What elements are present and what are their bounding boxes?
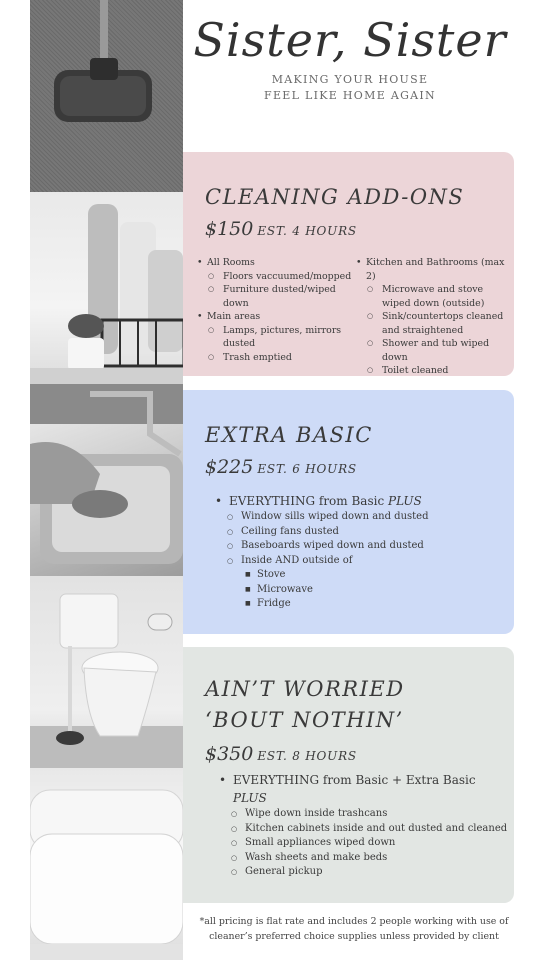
package-price: $225 [205, 456, 254, 478]
list-item: ○ Baseboards wiped down and dusted [215, 539, 505, 554]
list-item: ○ Ceiling fans dusted [215, 525, 505, 540]
list-subitem: ■ Fridge [215, 597, 505, 612]
list-subitem: ■ Microwave [215, 583, 505, 598]
list-item: ○ Toilet cleaned [356, 364, 510, 378]
photo-strip [30, 0, 183, 960]
lead-emphasis: PLUS [388, 494, 422, 508]
footnote-line1: *all pricing is flat rate and includes 2 people working with use of [199, 916, 509, 927]
package-price-row [205, 456, 357, 478]
toilet-photo [30, 576, 183, 768]
pillows-photo [30, 768, 183, 960]
list-item: ○ General pickup [219, 865, 509, 880]
cleaning-supplies-photo [30, 192, 183, 384]
list-item-lead [215, 492, 505, 510]
package-card-extra-basic [183, 390, 514, 634]
package-card-aint-worried [183, 647, 514, 903]
list-item: ○ Inside AND outside of [215, 554, 505, 569]
package-title: EXTRA BASIC [205, 423, 373, 447]
package-list-left [197, 256, 353, 364]
vacuum-photo [30, 0, 183, 192]
package-estimate: EST. 8 HOURS [257, 749, 357, 763]
list-item: ○ Shower and tub wiped down [356, 337, 510, 364]
package-price: $150 [205, 218, 254, 240]
list-item: ○ Wash sheets and make beds [219, 851, 509, 866]
list-item: ○ Lamps, pictures, mirrors dusted [197, 324, 353, 351]
list-item: ○ Kitchen cabinets inside and out dusted and cleaned [219, 822, 509, 837]
list-item-lead [219, 771, 509, 807]
list-item: • Kitchen and Bathrooms (max 2) [356, 256, 510, 283]
list-item: ○ Sink/countertops cleaned and straightened [356, 310, 510, 337]
list-item: • Main areas [197, 310, 353, 324]
package-estimate: EST. 6 HOURS [257, 462, 357, 476]
list-item: ○ Furniture dusted/wiped down [197, 283, 353, 310]
list-item: ○ Microwave and stove wiped down (outside) [356, 283, 510, 310]
package-list [219, 771, 509, 880]
lead-emphasis: PLUS [233, 791, 267, 805]
package-estimate: EST. 4 HOURS [257, 224, 357, 238]
list-item: ○ Wipe down inside trashcans [219, 807, 509, 822]
brand-title: Sister, Sister [193, 13, 507, 67]
package-card-cleaning-add-ons [183, 152, 514, 376]
list-item: ○ Small appliances wiped down [219, 836, 509, 851]
package-list-right [356, 256, 510, 378]
sink-photo [30, 384, 183, 576]
package-price: $350 [205, 743, 254, 765]
lead-text: EVERYTHING from Basic [229, 494, 385, 508]
footnote-line2: cleaner’s preferred choice supplies unless provided by client [209, 931, 499, 942]
list-item: ○ Trash emptied [197, 351, 353, 365]
package-title-line2: ‘BOUT NOTHIN’ [205, 708, 404, 732]
package-title-line1: AIN’T WORRIED [205, 677, 405, 701]
brand-tagline-line1: MAKING YOUR HOUSE [271, 73, 429, 86]
list-item: ○ Window sills wiped down and dusted [215, 510, 505, 525]
package-price-row [205, 743, 357, 765]
pricing-footnote [196, 914, 512, 944]
brand-tagline-line2: FEEL LIKE HOME AGAIN [264, 89, 436, 102]
lead-text: EVERYTHING from Basic + Extra Basic [233, 773, 476, 787]
package-list [215, 492, 505, 612]
brand-header [190, 8, 510, 104]
list-item: ○ Floors vaccuumed/mopped [197, 270, 353, 284]
package-title: CLEANING ADD-ONS [205, 185, 465, 209]
package-price-row [205, 218, 357, 240]
list-item: • All Rooms [197, 256, 353, 270]
list-subitem: ■ Stove [215, 568, 505, 583]
